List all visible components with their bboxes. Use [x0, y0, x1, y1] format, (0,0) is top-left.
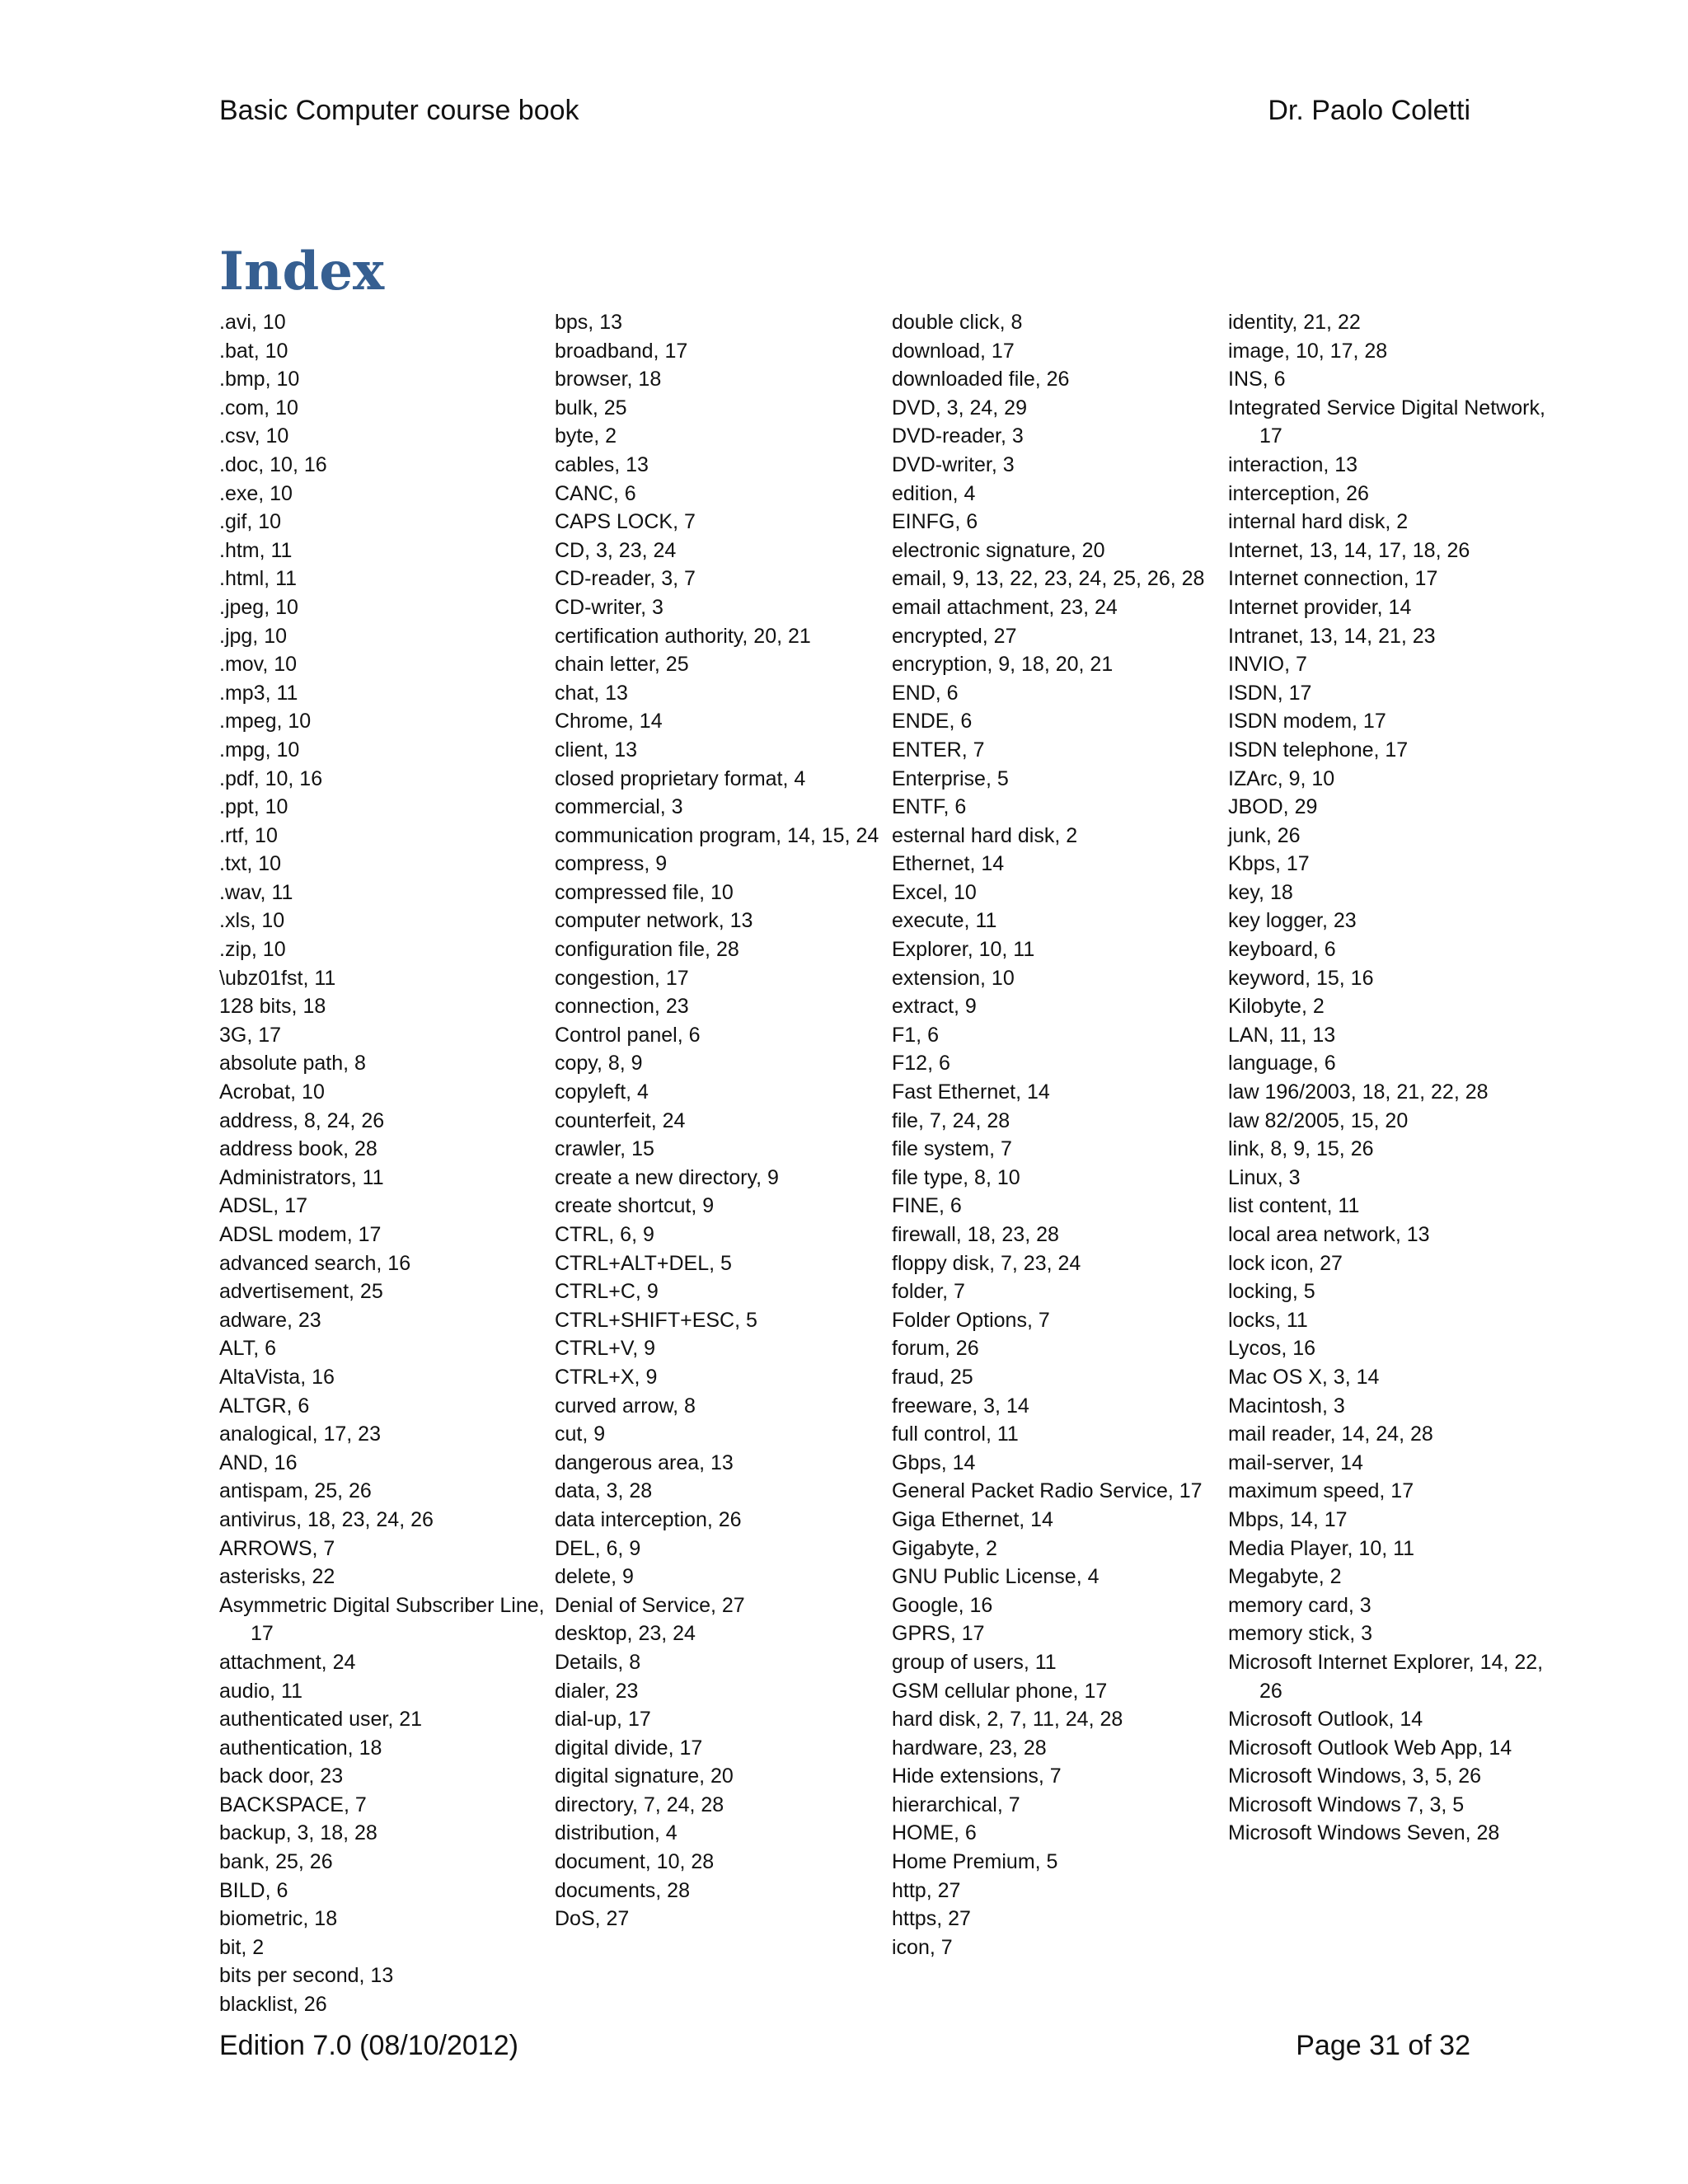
index-entry: F12, 6 [892, 1052, 950, 1076]
index-entry: audio, 11 [219, 1679, 303, 1703]
index-entry: Microsoft Internet Explorer, 14, 22, 26 [1228, 1650, 1544, 1703]
index-entry: CANC, 6 [555, 481, 636, 505]
index-entry: CTRL, 6, 9 [555, 1223, 654, 1246]
index-entry: file, 7, 24, 28 [892, 1108, 1010, 1132]
index-entry: data, 3, 28 [555, 1479, 653, 1503]
index-entry: compressed file, 10 [555, 880, 734, 904]
index-entry: Administrators, 11 [219, 1165, 384, 1189]
index-entry: back door, 23 [219, 1765, 344, 1788]
index-column-1 [219, 308, 549, 2019]
index-entry: interception, 26 [1228, 481, 1369, 505]
index-entry: Kilobyte, 2 [1228, 995, 1325, 1019]
index-entry: ENDE, 6 [892, 710, 973, 733]
index-entry: Chrome, 14 [555, 710, 663, 733]
index-entry: email attachment, 23, 24 [892, 595, 1118, 619]
index-entry: connection, 23 [555, 995, 689, 1019]
index-entry: memory card, 3 [1228, 1593, 1372, 1617]
index-entry: icon, 7 [892, 1935, 953, 1959]
index-entry: GPRS, 17 [892, 1622, 985, 1646]
index-entry: 128 bits, 18 [219, 995, 326, 1019]
index-entry: certification authority, 20, 21 [555, 624, 811, 648]
index-entry: Microsoft Outlook Web App, 14 [1228, 1736, 1512, 1760]
index-entry: computer network, 13 [555, 909, 753, 933]
index-entry: Home Premium, 5 [892, 1850, 1058, 1874]
index-entry: delete, 9 [555, 1565, 634, 1589]
index-entry: http, 27 [892, 1878, 961, 1902]
index-entry: \ubz01fst, 11 [219, 966, 336, 990]
index-entry: file type, 8, 10 [892, 1165, 1020, 1189]
index-entry: law 196/2003, 18, 21, 22, 28 [1228, 1080, 1489, 1104]
index-entry: .jpg, 10 [219, 624, 288, 648]
index-entry: ARROWS, 7 [219, 1536, 335, 1560]
index-entry: bulk, 25 [555, 396, 627, 419]
running-header-author: Dr. Paolo Coletti [1268, 95, 1470, 126]
index-entry: bit, 2 [219, 1935, 265, 1959]
index-entry: .mp3, 11 [219, 681, 298, 705]
index-entry: .csv, 10 [219, 424, 289, 448]
footer-page-number: Page 31 of 32 [1296, 2030, 1470, 2061]
index-entry: digital signature, 20 [555, 1765, 734, 1788]
index-entry: cut, 9 [555, 1422, 606, 1446]
index-entry: image, 10, 17, 28 [1228, 339, 1388, 363]
index-entry: CTRL+V, 9 [555, 1337, 656, 1361]
index-entry: Intranet, 13, 14, 21, 23 [1228, 624, 1436, 648]
index-entry: Control panel, 6 [555, 1023, 701, 1047]
index-entry: create shortcut, 9 [555, 1194, 715, 1218]
index-entry: bank, 25, 26 [219, 1850, 333, 1874]
index-entry: CD, 3, 23, 24 [555, 538, 677, 562]
index-entry: link, 8, 9, 15, 26 [1228, 1137, 1374, 1161]
index-entry: dangerous area, 13 [555, 1451, 734, 1474]
index-entry: EINFG, 6 [892, 510, 978, 534]
index-entry: keyboard, 6 [1228, 938, 1336, 962]
index-column-2 [555, 308, 884, 1933]
index-entry: ENTF, 6 [892, 795, 967, 819]
index-entry: mail-server, 14 [1228, 1451, 1363, 1474]
index-entry: .jpeg, 10 [219, 595, 298, 619]
running-header-title: Basic Computer course book [219, 95, 579, 126]
index-entry: browser, 18 [555, 368, 662, 391]
index-entry: locking, 5 [1228, 1280, 1315, 1304]
index-entry: HOME, 6 [892, 1821, 977, 1845]
index-entry: ALTGR, 6 [219, 1394, 310, 1418]
index-entry: address, 8, 24, 26 [219, 1108, 385, 1132]
index-entry: Hide extensions, 7 [892, 1765, 1062, 1788]
index-entry: folder, 7 [892, 1280, 965, 1304]
index-entry: IZArc, 9, 10 [1228, 766, 1335, 790]
index-entry: lock icon, 27 [1228, 1251, 1343, 1275]
index-entry: CTRL+X, 9 [555, 1365, 658, 1389]
index-entry: downloaded file, 26 [892, 368, 1070, 391]
index-entry: DVD-writer, 3 [892, 452, 1015, 476]
index-entry: ISDN telephone, 17 [1228, 738, 1409, 762]
index-entry: cables, 13 [555, 452, 649, 476]
index-entry: client, 13 [555, 738, 638, 762]
index-entry: law 82/2005, 15, 20 [1228, 1108, 1409, 1132]
index-entry: copy, 8, 9 [555, 1052, 643, 1076]
index-entry: Giga Ethernet, 14 [892, 1507, 1053, 1531]
index-entry: .htm, 11 [219, 538, 293, 562]
index-entry: communication program, 14, 15, 24 [555, 823, 879, 847]
index-entry: https, 27 [892, 1907, 971, 1931]
index-entry: FINE, 6 [892, 1194, 962, 1218]
index-entry: document, 10, 28 [555, 1850, 715, 1874]
index-entry: distribution, 4 [555, 1821, 678, 1845]
index-entry: backup, 3, 18, 28 [219, 1821, 377, 1845]
index-entry: counterfeit, 24 [555, 1108, 686, 1132]
index-entry: asterisks, 22 [219, 1565, 335, 1589]
index-entry: .wav, 11 [219, 880, 293, 904]
index-entry: END, 6 [892, 681, 959, 705]
index-entry: Microsoft Windows, 3, 5, 26 [1228, 1765, 1482, 1788]
index-entry: adware, 23 [219, 1308, 321, 1332]
index-entry: key logger, 23 [1228, 909, 1357, 933]
index-entry: .com, 10 [219, 396, 298, 419]
index-entry: Denial of Service, 27 [555, 1593, 745, 1617]
index-entry: antispam, 25, 26 [219, 1479, 372, 1503]
index-entry: .bat, 10 [219, 339, 288, 363]
index-entry: junk, 26 [1228, 823, 1301, 847]
index-entry: 3G, 17 [219, 1023, 282, 1047]
index-entry: CTRL+C, 9 [555, 1280, 659, 1304]
index-entry: JBOD, 29 [1228, 795, 1318, 819]
index-entry: mail reader, 14, 24, 28 [1228, 1422, 1433, 1446]
index-entry: ALT, 6 [219, 1337, 277, 1361]
index-entry: local area network, 13 [1228, 1223, 1430, 1246]
index-entry: directory, 7, 24, 28 [555, 1793, 724, 1816]
index-entry: General Packet Radio Service, 17 [892, 1479, 1203, 1503]
index-entry: ADSL, 17 [219, 1194, 308, 1218]
index-column-4 [1228, 308, 1558, 1848]
index-entry: .html, 11 [219, 567, 298, 591]
index-entry: file system, 7 [892, 1137, 1012, 1161]
index-entry: GNU Public License, 4 [892, 1565, 1100, 1589]
index-entry: ADSL modem, 17 [219, 1223, 382, 1246]
index-entry: Asymmetric Digital Subscriber Line, 17 [219, 1593, 545, 1646]
index-entry: double click, 8 [892, 311, 1023, 334]
index-entry: Kbps, 17 [1228, 852, 1310, 876]
index-entry: .ppt, 10 [219, 795, 288, 819]
index-entry: Lycos, 16 [1228, 1337, 1316, 1361]
index-entry: Fast Ethernet, 14 [892, 1080, 1050, 1104]
index-entry: chain letter, 25 [555, 653, 689, 677]
index-entry: Microsoft Windows 7, 3, 5 [1228, 1793, 1465, 1816]
index-entry: data interception, 26 [555, 1507, 742, 1531]
index-entry: full control, 11 [892, 1422, 1019, 1446]
index-entry: biometric, 18 [219, 1907, 338, 1931]
index-entry: .mov, 10 [219, 653, 298, 677]
index-entry: Integrated Service Digital Network, 17 [1228, 396, 1545, 448]
index-entry: maximum speed, 17 [1228, 1479, 1414, 1503]
page-title: Index [219, 241, 385, 302]
index-entry: .mpeg, 10 [219, 710, 312, 733]
index-entry: Macintosh, 3 [1228, 1394, 1345, 1418]
index-entry: .pdf, 10, 16 [219, 766, 323, 790]
index-entry: address book, 28 [219, 1137, 377, 1161]
index-entry: extract, 9 [892, 995, 977, 1019]
index-entry: Internet connection, 17 [1228, 567, 1438, 591]
index-entry: advertisement, 25 [219, 1280, 383, 1304]
footer-edition: Edition 7.0 (08/10/2012) [219, 2030, 518, 2061]
index-column-3 [892, 308, 1221, 1961]
index-entry: analogical, 17, 23 [219, 1422, 381, 1446]
index-entry: .gif, 10 [219, 510, 282, 534]
index-entry: download, 17 [892, 339, 1015, 363]
index-entry: extension, 10 [892, 966, 1015, 990]
index-entry: .txt, 10 [219, 852, 282, 876]
index-entry: ISDN, 17 [1228, 681, 1312, 705]
index-entry: Excel, 10 [892, 880, 977, 904]
index-entry: Internet, 13, 14, 17, 18, 26 [1228, 538, 1470, 562]
index-entry: DVD, 3, 24, 29 [892, 396, 1027, 419]
index-entry: DEL, 6, 9 [555, 1536, 641, 1560]
index-entry: floppy disk, 7, 23, 24 [892, 1251, 1081, 1275]
index-entry: BACKSPACE, 7 [219, 1793, 367, 1816]
index-entry: electronic signature, 20 [892, 538, 1105, 562]
index-entry: DVD-reader, 3 [892, 424, 1024, 448]
index-entry: language, 6 [1228, 1052, 1336, 1076]
index-entry: fraud, 25 [892, 1365, 973, 1389]
index-entry: Mac OS X, 3, 14 [1228, 1365, 1380, 1389]
index-entry: byte, 2 [555, 424, 617, 448]
index-entry: memory stick, 3 [1228, 1622, 1373, 1646]
index-entry: group of users, 11 [892, 1650, 1057, 1674]
index-entry: AND, 16 [219, 1451, 298, 1474]
index-entry: commercial, 3 [555, 795, 683, 819]
index-entry: documents, 28 [555, 1878, 690, 1902]
index-entry: chat, 13 [555, 681, 628, 705]
index-entry: antivirus, 18, 23, 24, 26 [219, 1507, 434, 1531]
index-entry: Megabyte, 2 [1228, 1565, 1342, 1589]
index-entry: CTRL+SHIFT+ESC, 5 [555, 1308, 757, 1332]
index-entry: LAN, 11, 13 [1228, 1023, 1336, 1047]
index-entry: Folder Options, 7 [892, 1308, 1050, 1332]
index-entry: Microsoft Windows Seven, 28 [1228, 1821, 1500, 1845]
index-entry: Enterprise, 5 [892, 766, 1009, 790]
index-entry: advanced search, 16 [219, 1251, 411, 1275]
index-entry: key, 18 [1228, 880, 1293, 904]
index-entry: .rtf, 10 [219, 823, 278, 847]
index-entry: create a new directory, 9 [555, 1165, 779, 1189]
index-entry: BILD, 6 [219, 1878, 288, 1902]
index-entry: execute, 11 [892, 909, 997, 933]
index-entry: curved arrow, 8 [555, 1394, 696, 1418]
index-entry: INVIO, 7 [1228, 653, 1307, 677]
index-entry: Media Player, 10, 11 [1228, 1536, 1415, 1560]
index-entry: Google, 16 [892, 1593, 993, 1617]
index-entry: CD-reader, 3, 7 [555, 567, 696, 591]
index-entry: hard disk, 2, 7, 11, 24, 28 [892, 1708, 1123, 1732]
index-entry: ENTER, 7 [892, 738, 985, 762]
index-entry: desktop, 23, 24 [555, 1622, 696, 1646]
index-entry: broadband, 17 [555, 339, 688, 363]
index-entry: list content, 11 [1228, 1194, 1360, 1218]
index-entry: AltaVista, 16 [219, 1365, 335, 1389]
index-entry: Ethernet, 14 [892, 852, 1005, 876]
index-entry: INS, 6 [1228, 368, 1286, 391]
index-entry: blacklist, 26 [219, 1993, 327, 2017]
index-entry: hardware, 23, 28 [892, 1736, 1047, 1760]
index-entry: congestion, 17 [555, 966, 689, 990]
index-entry: Internet provider, 14 [1228, 595, 1412, 619]
index-entry: .avi, 10 [219, 311, 286, 334]
index-entry: CD-writer, 3 [555, 595, 663, 619]
index-entry: absolute path, 8 [219, 1052, 366, 1076]
index-entry: keyword, 15, 16 [1228, 966, 1374, 990]
index-entry: bps, 13 [555, 311, 623, 334]
index-entry: edition, 4 [892, 481, 976, 505]
index-entry: forum, 26 [892, 1337, 979, 1361]
index-entry: configuration file, 28 [555, 938, 739, 962]
index-entry: CTRL+ALT+DEL, 5 [555, 1251, 732, 1275]
index-entry: .xls, 10 [219, 909, 285, 933]
index-entry: Microsoft Outlook, 14 [1228, 1708, 1423, 1732]
index-entry: Mbps, 14, 17 [1228, 1507, 1348, 1531]
index-entry: CAPS LOCK, 7 [555, 510, 696, 534]
index-entry: email, 9, 13, 22, 23, 24, 25, 26, 28 [892, 567, 1205, 591]
index-entry: hierarchical, 7 [892, 1793, 1020, 1816]
index-entry: firewall, 18, 23, 28 [892, 1223, 1059, 1246]
index-entry: esternal hard disk, 2 [892, 823, 1078, 847]
index-entry: identity, 21, 22 [1228, 311, 1361, 334]
index-entry: GSM cellular phone, 17 [892, 1679, 1108, 1703]
index-entry: crawler, 15 [555, 1137, 654, 1161]
index-entry: closed proprietary format, 4 [555, 766, 806, 790]
index-entry: compress, 9 [555, 852, 668, 876]
index-entry: copyleft, 4 [555, 1080, 649, 1104]
index-entry: .zip, 10 [219, 938, 286, 962]
index-entry: Gbps, 14 [892, 1451, 976, 1474]
index-entry: bits per second, 13 [219, 1964, 394, 1988]
index-entry: dialer, 23 [555, 1679, 639, 1703]
index-entry: .mpg, 10 [219, 738, 300, 762]
index-entry: locks, 11 [1228, 1308, 1308, 1332]
index-entry: attachment, 24 [219, 1650, 356, 1674]
index-entry: dial-up, 17 [555, 1708, 651, 1732]
index-entry: Acrobat, 10 [219, 1080, 325, 1104]
index-entry: F1, 6 [892, 1023, 939, 1047]
index-entry: interaction, 13 [1228, 452, 1358, 476]
index-entry: freeware, 3, 14 [892, 1394, 1029, 1418]
index-entry: authentication, 18 [219, 1736, 382, 1760]
index-entry: digital divide, 17 [555, 1736, 703, 1760]
index-entry: Linux, 3 [1228, 1165, 1301, 1189]
index-entry: .exe, 10 [219, 481, 293, 505]
index-entry: encryption, 9, 18, 20, 21 [892, 653, 1114, 677]
index-entry: Details, 8 [555, 1650, 641, 1674]
index-entry: ISDN modem, 17 [1228, 710, 1386, 733]
index-entry: .doc, 10, 16 [219, 452, 327, 476]
index-entry: authenticated user, 21 [219, 1708, 423, 1732]
index-entry: DoS, 27 [555, 1907, 630, 1931]
index-entry: .bmp, 10 [219, 368, 300, 391]
index-entry: encrypted, 27 [892, 624, 1017, 648]
index-entry: internal hard disk, 2 [1228, 510, 1409, 534]
index-entry: Gigabyte, 2 [892, 1536, 997, 1560]
index-entry: Explorer, 10, 11 [892, 938, 1035, 962]
